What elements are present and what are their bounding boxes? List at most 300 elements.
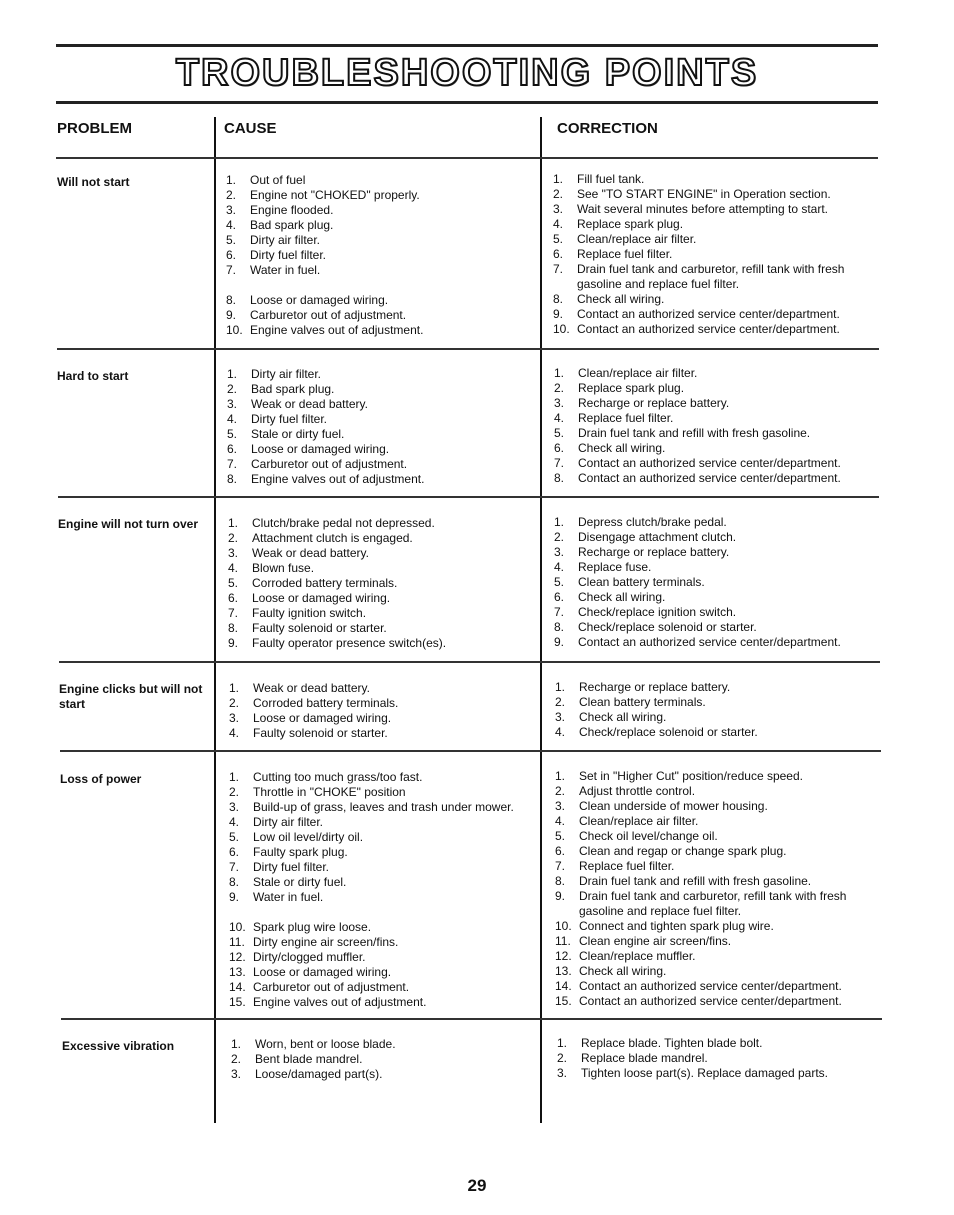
list-item — [554, 605, 869, 620]
correction-list — [555, 769, 873, 1009]
item-text: Clean engine air screen/fins. — [579, 934, 732, 948]
item-text: Build-up of grass, leaves and trash under mower. — [253, 800, 514, 814]
item-text: Replace fuel filter. — [577, 247, 673, 261]
problem-engine-clicks: Engine clicks but will not start — [59, 682, 203, 711]
item-number: 10. — [229, 920, 246, 934]
header-rule — [56, 157, 878, 159]
item-text: Spark plug wire loose. — [253, 920, 372, 934]
list-item — [554, 560, 869, 575]
list-item — [229, 830, 534, 845]
item-text: Check/replace solenoid or starter. — [578, 620, 757, 634]
item-number: 1. — [226, 173, 237, 187]
item-text: Set in "Higher Cut" position/reduce speed. — [579, 769, 803, 783]
item-text: Replace fuel filter. — [578, 411, 674, 425]
item-text: Replace blade. Tighten blade bolt. — [581, 1036, 763, 1050]
cause-list — [227, 367, 532, 487]
page-number: 29 — [467, 1176, 487, 1195]
item-number: 5. — [554, 426, 565, 440]
problem-excessive-vibration: Excessive vibration — [62, 1039, 175, 1053]
list-item — [228, 546, 533, 561]
item-text: Engine valves out of adjustment. — [251, 472, 425, 486]
list-item — [227, 427, 532, 442]
item-text: Out of fuel — [250, 173, 306, 187]
item-text: Faulty operator presence switch(es). — [252, 636, 447, 650]
item-number: 11. — [229, 935, 245, 949]
item-text: Drain fuel tank and refill with fresh gasoline. — [579, 874, 812, 888]
item-number: 7. — [226, 263, 237, 277]
item-number: 11. — [555, 934, 571, 948]
item-number: 5. — [553, 232, 564, 246]
top-rule — [56, 44, 878, 47]
list-item — [555, 814, 873, 829]
cause-list — [228, 516, 533, 651]
list-item — [226, 263, 531, 278]
item-text: Weak or dead battery. — [253, 681, 370, 695]
list-item — [226, 308, 531, 323]
item-text: Dirty air filter. — [250, 233, 321, 247]
item-text: Blown fuse. — [252, 561, 315, 575]
header-problem: PROBLEM — [57, 120, 132, 137]
item-number: 5. — [554, 575, 565, 589]
item-number: 3. — [229, 711, 240, 725]
list-item — [555, 829, 873, 844]
cause-list — [229, 681, 534, 741]
list-item — [554, 530, 869, 545]
item-number: 3. — [555, 710, 566, 724]
item-number: 6. — [555, 844, 566, 858]
item-text: Bent blade mandrel. — [255, 1052, 363, 1066]
item-number: 5. — [555, 829, 566, 843]
list-item — [228, 621, 533, 636]
item-text: Faulty spark plug. — [253, 845, 348, 859]
item-text: Replace spark plug. — [577, 217, 684, 231]
correction-list — [554, 515, 869, 650]
list-item — [555, 859, 873, 874]
column-divider-correction — [540, 117, 542, 1123]
item-text: Clutch/brake pedal not depressed. — [252, 516, 435, 530]
list-item — [228, 606, 533, 621]
list-item — [229, 890, 534, 905]
list-item — [553, 172, 868, 187]
list-item — [229, 950, 534, 965]
item-number: 10. — [555, 919, 572, 933]
item-number: 6. — [227, 442, 238, 456]
list-item — [229, 711, 534, 726]
section-rule — [61, 1018, 882, 1020]
item-number: 4. — [554, 560, 565, 574]
item-number: 5. — [227, 427, 238, 441]
item-number: 7. — [553, 262, 564, 276]
item-text: Low oil level/dirty oil. — [253, 830, 364, 844]
list-item — [227, 382, 532, 397]
item-text: Clean battery terminals. — [579, 695, 706, 709]
correction-list — [557, 1036, 872, 1081]
item-number: 2. — [554, 381, 565, 395]
item-number: 2. — [555, 784, 566, 798]
item-text: Cutting too much grass/too fast. — [253, 770, 423, 784]
item-number: 3. — [554, 396, 565, 410]
list-item — [227, 412, 532, 427]
item-text: Engine valves out of adjustment. — [253, 995, 427, 1009]
item-number: 9. — [554, 635, 565, 649]
list-item — [228, 636, 533, 651]
list-item — [555, 844, 873, 859]
list-item — [226, 218, 531, 233]
list-item — [555, 695, 870, 710]
list-item — [229, 785, 534, 800]
list-item — [555, 799, 873, 814]
list-item — [554, 575, 869, 590]
header-cause: CAUSE — [224, 120, 277, 137]
item-number: 13. — [229, 965, 246, 979]
item-text: Faulty solenoid or starter. — [253, 726, 388, 740]
item-text: Contact an authorized service center/department. — [578, 635, 841, 649]
item-text: Replace fuel filter. — [579, 859, 675, 873]
item-text: See "TO START ENGINE" in Operation section. — [577, 187, 831, 201]
list-item — [555, 934, 873, 949]
item-text: Bad spark plug. — [250, 218, 334, 232]
item-number: 4. — [229, 726, 240, 740]
header-correction: CORRECTION — [557, 120, 658, 137]
item-number: 2. — [231, 1052, 242, 1066]
item-text: Water in fuel. — [253, 890, 324, 904]
item-text: Worn, bent or loose blade. — [255, 1037, 396, 1051]
item-text: Loose or damaged wiring. — [251, 442, 390, 456]
item-text: Dirty air filter. — [253, 815, 324, 829]
list-item — [226, 233, 531, 248]
item-number: 3. — [231, 1067, 242, 1081]
item-number: 1. — [557, 1036, 568, 1050]
item-number: 4. — [228, 561, 239, 575]
list-item — [555, 710, 870, 725]
item-number: 10. — [226, 323, 243, 337]
item-number: 1. — [229, 770, 240, 784]
item-number: 4. — [226, 218, 237, 232]
list-item — [226, 188, 531, 203]
item-number: 1. — [553, 172, 564, 186]
list-item — [229, 920, 534, 935]
cause-list — [231, 1037, 536, 1082]
list-item — [228, 531, 533, 546]
list-item — [553, 202, 868, 217]
list-item — [557, 1051, 872, 1066]
section-rule — [60, 750, 881, 752]
section-rule — [57, 348, 879, 350]
correction-list — [553, 172, 868, 337]
item-text: Dirty fuel filter. — [253, 860, 330, 874]
section-rule — [58, 496, 879, 498]
item-text: Water in fuel. — [250, 263, 321, 277]
list-item — [229, 770, 534, 785]
list-item — [229, 800, 534, 815]
item-text: Dirty air filter. — [251, 367, 322, 381]
list-item — [555, 919, 873, 934]
item-number: 2. — [553, 187, 564, 201]
item-text: Contact an authorized service center/department. — [577, 307, 840, 321]
item-number: 15. — [229, 995, 246, 1009]
item-text: Stale or dirty fuel. — [251, 427, 345, 441]
item-number: 4. — [555, 725, 566, 739]
item-number: 1. — [554, 366, 565, 380]
item-number: 3. — [227, 397, 238, 411]
item-number: 3. — [229, 800, 240, 814]
list-item — [229, 845, 534, 860]
item-number: 5. — [229, 830, 240, 844]
list-item — [553, 322, 868, 337]
item-number: 5. — [228, 576, 239, 590]
list-item — [554, 441, 869, 456]
item-number: 8. — [555, 874, 566, 888]
item-text: Stale or dirty fuel. — [253, 875, 347, 889]
item-text: Throttle in "CHOKE" position — [253, 785, 406, 799]
list-item — [229, 995, 534, 1010]
item-text: Attachment clutch is engaged. — [252, 531, 413, 545]
list-item — [226, 293, 531, 308]
item-number: 6. — [228, 591, 239, 605]
item-text: Check all wiring. — [578, 590, 666, 604]
item-text: Depress clutch/brake pedal. — [578, 515, 727, 529]
item-number: 3. — [226, 203, 237, 217]
list-item — [554, 590, 869, 605]
item-number: 3. — [228, 546, 239, 560]
item-number: 8. — [226, 293, 237, 307]
item-number: 1. — [555, 769, 566, 783]
item-text: Replace blade mandrel. — [581, 1051, 708, 1065]
item-text: Clean battery terminals. — [578, 575, 705, 589]
item-number: 9. — [555, 889, 566, 903]
item-text: Connect and tighten spark plug wire. — [579, 919, 774, 933]
item-text: Check all wiring. — [578, 441, 666, 455]
item-text: Clean and regap or change spark plug. — [579, 844, 787, 858]
list-item — [555, 949, 873, 964]
item-number: 2. — [557, 1051, 568, 1065]
item-number: 9. — [553, 307, 564, 321]
list-item — [553, 187, 868, 202]
item-text: Contact an authorized service center/department. — [578, 456, 841, 470]
item-number: 2. — [227, 382, 238, 396]
list-item — [554, 515, 869, 530]
item-text: Contact an authorized service center/department. — [578, 471, 841, 485]
list-item — [229, 875, 534, 890]
list-item — [227, 457, 532, 472]
item-text: Disengage attachment clutch. — [578, 530, 737, 544]
item-text: Fill fuel tank. — [577, 172, 645, 186]
item-number: 2. — [554, 530, 565, 544]
list-item — [227, 472, 532, 487]
list-item — [555, 979, 873, 994]
item-number: 2. — [229, 696, 240, 710]
item-number: 15. — [555, 994, 572, 1008]
item-number: 12. — [229, 950, 246, 964]
item-text: Carburetor out of adjustment. — [251, 457, 408, 471]
item-number: 8. — [227, 472, 238, 486]
item-text: Corroded battery terminals. — [253, 696, 399, 710]
item-number: 4. — [229, 815, 240, 829]
item-number: 3. — [553, 202, 564, 216]
item-text: Loose or damaged wiring. — [253, 711, 392, 725]
list-item — [553, 307, 868, 322]
list-item — [231, 1067, 536, 1082]
cause-list — [226, 173, 531, 338]
list-spacer — [226, 278, 531, 293]
list-item — [554, 620, 869, 635]
list-item — [229, 860, 534, 875]
item-number: 2. — [229, 785, 240, 799]
item-number: 4. — [555, 814, 566, 828]
item-number: 14. — [229, 980, 246, 994]
item-text: Check all wiring. — [579, 710, 667, 724]
item-text: Dirty fuel filter. — [251, 412, 328, 426]
item-text: Check/replace ignition switch. — [578, 605, 737, 619]
list-item — [553, 232, 868, 247]
item-number: 8. — [553, 292, 564, 306]
item-number: 4. — [554, 411, 565, 425]
list-item — [229, 726, 534, 741]
list-item — [553, 262, 868, 292]
item-text: Check/replace solenoid or starter. — [579, 725, 758, 739]
item-number: 7. — [555, 859, 566, 873]
list-item — [555, 784, 873, 799]
item-number: 1. — [231, 1037, 242, 1051]
item-number: 5. — [226, 233, 237, 247]
item-number: 9. — [229, 890, 240, 904]
item-number: 8. — [554, 620, 565, 634]
item-text: Dirty engine air screen/fins. — [253, 935, 399, 949]
item-number: 6. — [229, 845, 240, 859]
item-text: Dirty/clogged muffler. — [253, 950, 366, 964]
list-item — [231, 1037, 536, 1052]
item-number: 8. — [229, 875, 240, 889]
item-text: Clean/replace air filter. — [578, 366, 698, 380]
problem-loss-of-power: Loss of power — [60, 772, 142, 786]
list-item — [554, 545, 869, 560]
item-text: Tighten loose part(s). Replace damaged parts. — [581, 1066, 829, 1080]
item-number: 4. — [227, 412, 238, 426]
list-item — [555, 769, 873, 784]
list-item — [555, 889, 873, 919]
item-number: 4. — [553, 217, 564, 231]
item-text: Engine flooded. — [250, 203, 334, 217]
list-item — [553, 217, 868, 232]
problem-will-not-start: Will not start — [57, 175, 130, 189]
item-text: Replace fuse. — [578, 560, 652, 574]
list-item — [555, 680, 870, 695]
item-text: Replace spark plug. — [578, 381, 685, 395]
item-number: 7. — [227, 457, 238, 471]
list-item — [229, 965, 534, 980]
correction-list — [554, 366, 869, 486]
item-number: 1. — [554, 515, 565, 529]
item-text: Drain fuel tank and carburetor, refill tank with fresh gasoline and replace fuel filter. — [579, 889, 847, 918]
list-item — [553, 292, 868, 307]
list-item — [554, 396, 869, 411]
item-text: Engine not "CHOKED" properly. — [250, 188, 420, 202]
list-item — [553, 247, 868, 262]
item-text: Contact an authorized service center/department. — [579, 979, 842, 993]
list-item — [227, 367, 532, 382]
list-item — [554, 411, 869, 426]
list-item — [557, 1066, 872, 1081]
item-number: 6. — [554, 590, 565, 604]
item-number: 3. — [557, 1066, 568, 1080]
item-number: 1. — [227, 367, 238, 381]
list-spacer — [229, 905, 534, 920]
item-text: Clean/replace air filter. — [577, 232, 697, 246]
list-item — [226, 323, 531, 338]
item-text: Loose or damaged wiring. — [250, 293, 389, 307]
list-item — [555, 874, 873, 889]
item-number: 2. — [226, 188, 237, 202]
item-number: 7. — [228, 606, 239, 620]
list-item — [554, 366, 869, 381]
item-text: Recharge or replace battery. — [578, 545, 730, 559]
item-text: Contact an authorized service center/department. — [577, 322, 840, 336]
item-number: 7. — [554, 456, 565, 470]
item-number: 2. — [228, 531, 239, 545]
list-item — [555, 725, 870, 740]
item-number: 9. — [226, 308, 237, 322]
list-item — [554, 635, 869, 650]
item-number: 3. — [555, 799, 566, 813]
section-rule — [59, 661, 880, 663]
list-item — [226, 173, 531, 188]
list-item — [226, 203, 531, 218]
list-item — [229, 681, 534, 696]
list-item — [554, 426, 869, 441]
problem-engine-will-not-turn-over: Engine will not turn over — [58, 517, 199, 531]
item-number: 9. — [228, 636, 239, 650]
list-item — [554, 381, 869, 396]
column-divider-cause — [214, 117, 216, 1123]
item-text: Recharge or replace battery. — [578, 396, 730, 410]
list-item — [229, 935, 534, 950]
item-text: Carburetor out of adjustment. — [250, 308, 407, 322]
item-text: Loose or damaged wiring. — [252, 591, 391, 605]
list-item — [555, 964, 873, 979]
item-number: 1. — [555, 680, 566, 694]
list-item — [227, 397, 532, 412]
list-item — [554, 456, 869, 471]
list-item — [226, 248, 531, 263]
item-text: Clean/replace air filter. — [579, 814, 699, 828]
item-text: Clean underside of mower housing. — [579, 799, 768, 813]
item-number: 8. — [228, 621, 239, 635]
item-text: Drain fuel tank and carburetor, refill tank with fresh gasoline and replace fuel filter. — [577, 262, 845, 291]
item-number: 6. — [554, 441, 565, 455]
item-text: Check oil level/change oil. — [579, 829, 718, 843]
item-text: Adjust throttle control. — [579, 784, 696, 798]
item-text: Drain fuel tank and refill with fresh gasoline. — [578, 426, 811, 440]
item-text: Bad spark plug. — [251, 382, 335, 396]
item-text: Weak or dead battery. — [252, 546, 369, 560]
page-title: TROUBLESHOOTING POINTS — [175, 52, 759, 94]
title-rule — [56, 101, 878, 104]
item-text: Weak or dead battery. — [251, 397, 368, 411]
item-text: Wait several minutes before attempting to start. — [577, 202, 828, 216]
correction-list — [555, 680, 870, 740]
item-text: Dirty fuel filter. — [250, 248, 327, 262]
item-number: 6. — [553, 247, 564, 261]
list-item — [228, 561, 533, 576]
item-text: Faulty solenoid or starter. — [252, 621, 387, 635]
item-number: 1. — [228, 516, 239, 530]
item-number: 14. — [555, 979, 572, 993]
problem-hard-to-start: Hard to start — [57, 369, 129, 383]
item-text: Check all wiring. — [579, 964, 667, 978]
list-item — [228, 591, 533, 606]
item-number: 3. — [554, 545, 565, 559]
list-item — [228, 516, 533, 531]
